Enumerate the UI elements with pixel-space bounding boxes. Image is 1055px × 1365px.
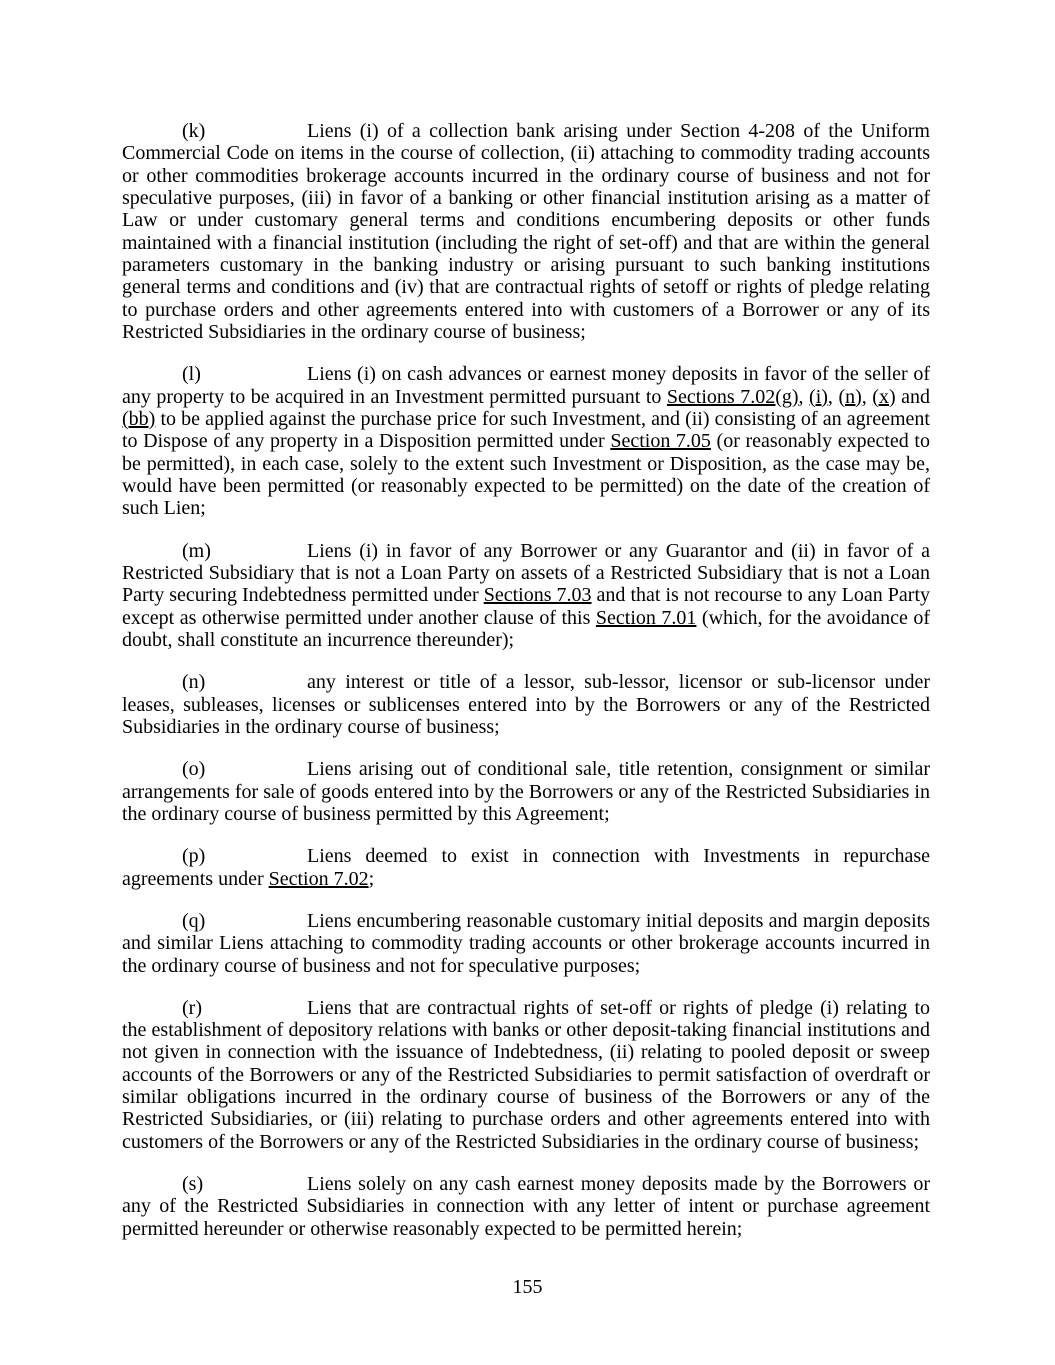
section-reference: Section 7.01 (595, 606, 697, 629)
paragraph-marker: (k) (182, 120, 206, 142)
section-reference: Sections 7.02(g) (666, 385, 799, 408)
paragraph-m (122, 540, 930, 652)
paragraph-n (122, 671, 930, 738)
paragraph-text: Liens (i) of a collection bank arising under Section 4-208 of the Uniform Commercial Code on items in the course of collection, (ii) attaching to commodity trading accounts or other commodities brokerage accounts incurred in the ordinary course of business and not for speculative purposes, (iii) in favor of a banking or other financial institution arising as a matter of Law or under customary general terms and conditions encumbering deposits or other funds maintained with a financial institution (including the right of set-off) and that are within the general parameters customary in the banking industry or arising pursuant to such banking institutions general terms and conditions and (iv) that are contractual rights of setoff or rights of pledge relating to purchase orders and other agreements entered into with customers of a Borrower or any of its Restricted Subsidiaries in the ordinary course of business; (122, 120, 930, 343)
document-body (122, 120, 930, 1260)
section-reference: (x) (872, 385, 896, 408)
paragraph-text: , (827, 385, 839, 408)
paragraph-text: (which, for the avoidance of doubt, shall constitute an incurrence thereunder); (122, 606, 931, 651)
paragraph-text: Liens arising out of conditional sale, title retention, consignment or similar arrangements for sale of goods entered into by the Borrowers or any of the Restricted Subsidiaries in the ordinary course of business permitted by this Agreement; (122, 758, 930, 825)
section-reference: (n) (838, 385, 862, 408)
paragraph-text: and (895, 385, 930, 408)
section-reference: (i) (809, 385, 828, 408)
paragraph-marker: (q) (182, 909, 206, 932)
paragraph-l (122, 363, 930, 519)
paragraph-text: Liens (i) on cash advances or earnest money deposits in favor of the seller of any property to be acquired in an Investment permitted pursuant to (122, 363, 930, 408)
page-number: 155 (512, 1276, 543, 1298)
paragraph-marker: (n) (182, 671, 206, 694)
section-reference: Sections 7.03 (483, 584, 592, 607)
page-footer (0, 1276, 1055, 1298)
paragraph-text: to be applied against the purchase price for such Investment, and (ii) consisting of an agreement to Dispose of any property in a Disposition permitted under (122, 407, 930, 453)
paragraph-text: Liens deemed to exist in connection with Investments in repurchase agreements under (122, 845, 930, 890)
paragraph-p (122, 845, 930, 890)
paragraph-text: Liens (i) in favor of any Borrower or any Guarantor and (ii) in favor of a Restricted Subsidiary that is not a Loan Party on assets of a Restricted Subsidiary that is not a Loan Party securing Indebtedness permitted under (122, 539, 930, 607)
paragraph-marker: (r) (182, 996, 202, 1019)
paragraph-marker: (o) (182, 758, 206, 781)
paragraph-text: (or reasonably expected to be permitted), in each case, solely to the extent such Investment or Disposition, as the case may be, would have been permitted (or reasonably expected to be permitted) on the date of the creation of such Lien; (122, 430, 930, 520)
paragraph-text: , (861, 385, 873, 408)
paragraph-r (122, 997, 930, 1153)
paragraph-marker: (p) (182, 845, 206, 868)
paragraph-text: , (798, 385, 810, 408)
paragraph-marker: (m) (182, 539, 211, 562)
paragraph-o (122, 758, 930, 825)
paragraph-text: Liens solely on any cash earnest money deposits made by the Borrowers or any of the Restricted Subsidiaries in connection with any letter of intent or purchase agreement permitted hereunder or otherwise reasonably expected to be permitted herein; (122, 1173, 930, 1240)
paragraph-text: Liens encumbering reasonable customary initial deposits and margin deposits and similar Liens attaching to commodity trading accounts or other brokerage accounts incurred in the ordinary course of business and not for speculative purposes; (122, 909, 930, 977)
section-reference: Section 7.02 (268, 867, 369, 890)
paragraph-text: any interest or title of a lessor, sub-lessor, licensor or sub-licensor under leases, subleases, licenses or sublicenses entered into by the Borrowers or any of the Restricted Subsidiaries in the ordinary course of business; (122, 671, 930, 738)
paragraph-text: and that is not recourse to any Loan Party except as otherwise permitted under another clause of this (122, 584, 931, 629)
paragraph-marker: (l) (182, 363, 201, 386)
paragraph-q (122, 910, 930, 977)
paragraph-s (122, 1173, 930, 1240)
paragraph-text: Liens that are contractual rights of set-off or rights of pledge (i) relating to the establishment of depository relations with banks or other deposit-taking financial institutions and not given in connection with the issuance of Indebtedness, (ii) relating to pooled deposit or sweep accounts of the Borrowers or any of the Restricted Subsidiaries to permit satisfaction of overdraft or similar obligations incurred in the ordinary course of business of the Borrowers or any of the Restricted Subsidiaries, or (iii) relating to purchase orders and other agreements entered into with customers of the Borrowers or any of the Restricted Subsidiaries in the ordinary course of business; (122, 996, 930, 1153)
section-reference: (bb) (122, 407, 156, 430)
paragraph-k (122, 120, 930, 343)
paragraph-text: ; (368, 867, 375, 890)
paragraph-marker: (s) (182, 1173, 204, 1196)
section-reference: Section 7.05 (610, 430, 711, 453)
